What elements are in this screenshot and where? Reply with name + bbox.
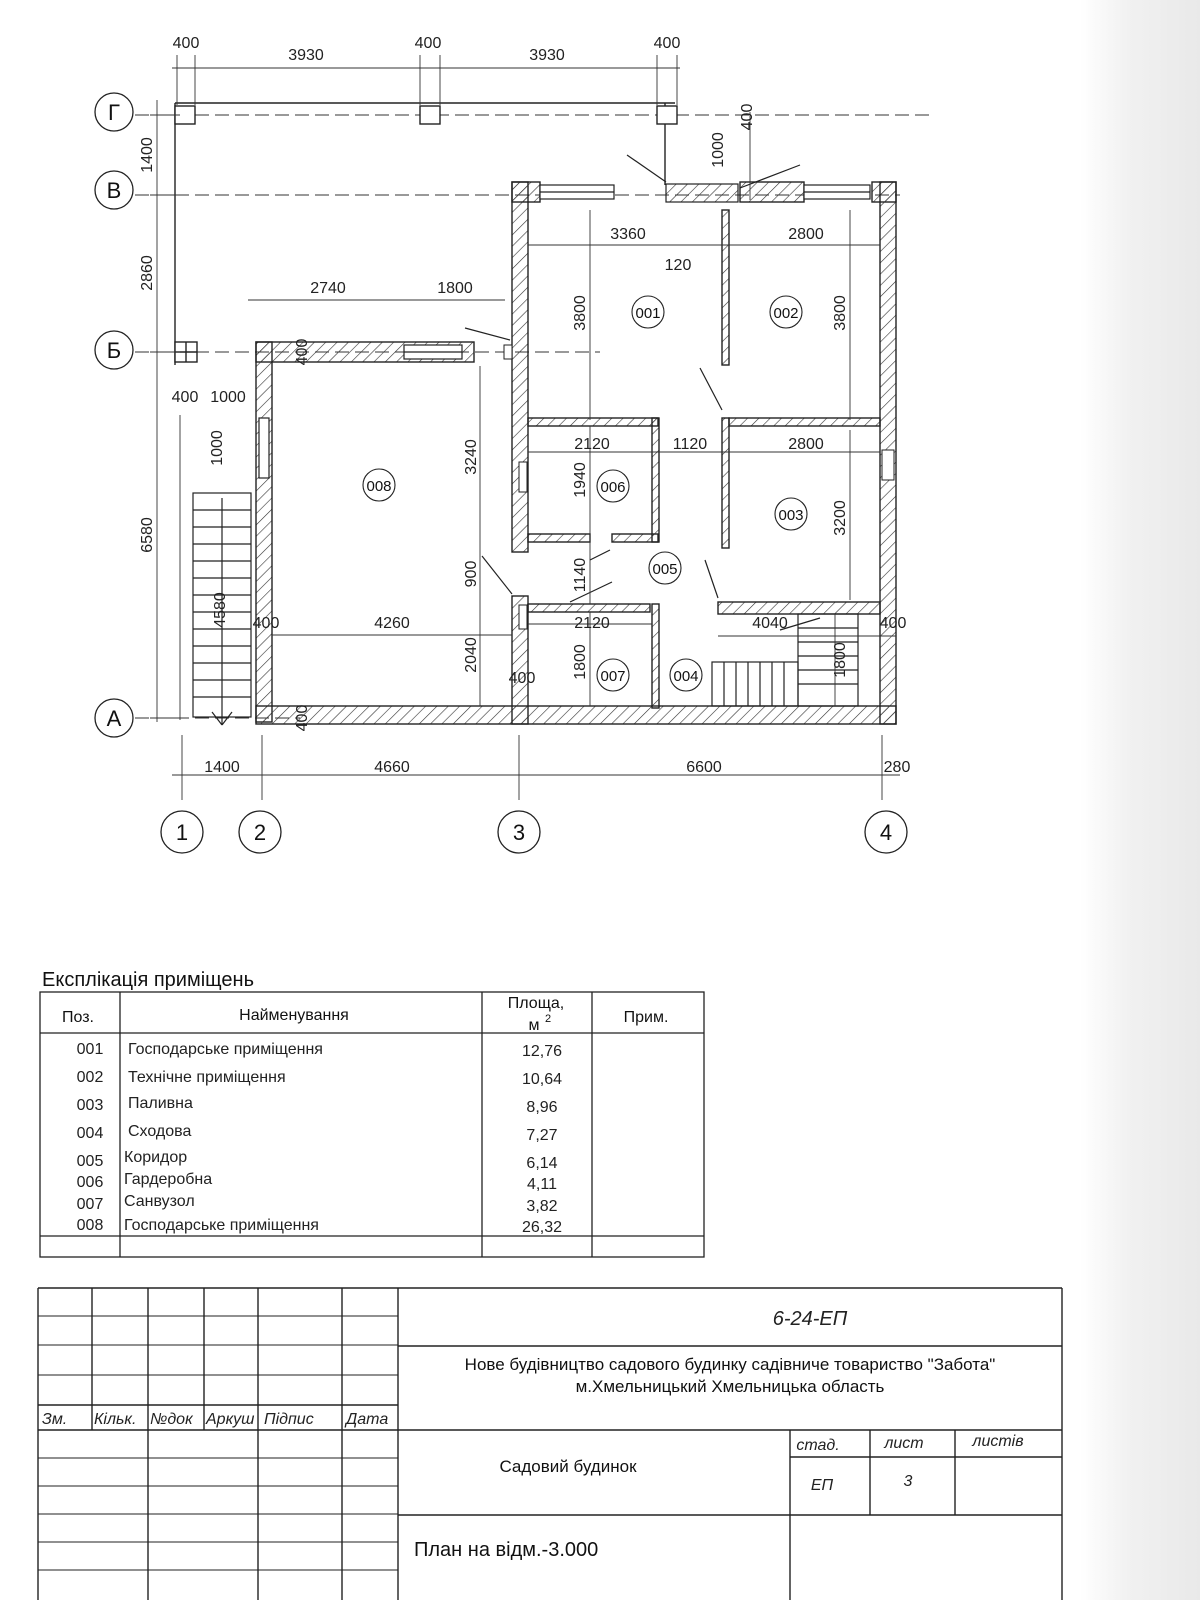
- dim-bottom-4: 280: [883, 759, 911, 776]
- dim-top-1: 400: [172, 35, 200, 52]
- row-name: Гардеробна: [124, 1171, 213, 1188]
- dim-1140: 1140: [572, 557, 589, 593]
- dim-400-right: 400: [879, 615, 907, 632]
- room-002: 002: [773, 305, 799, 322]
- grid-col-4: 4: [879, 820, 893, 845]
- dim-left-small-1: 400: [171, 389, 199, 406]
- dim-3800-right: 3800: [832, 295, 849, 331]
- row-name: Господарське приміщення: [124, 1217, 319, 1234]
- partitions: [528, 210, 880, 708]
- explication-rows: [77, 1041, 562, 1236]
- dim-left-small-2: 1000: [210, 389, 246, 406]
- header-area-sup: 2: [545, 1013, 552, 1025]
- col-ndok: №док: [150, 1411, 193, 1428]
- dim-400-bottom: 400: [294, 704, 311, 732]
- row-area: 26,32: [521, 1219, 563, 1236]
- header-area-unit: м: [528, 1017, 540, 1034]
- dim-right-1: 400: [739, 103, 756, 131]
- building-name: Садовий будинок: [499, 1457, 637, 1476]
- dim-3800-left: 3800: [572, 295, 589, 331]
- dim-bottom-3: 6600: [686, 759, 722, 776]
- room-005: 005: [652, 561, 678, 578]
- row-area: 4,11: [527, 1176, 557, 1193]
- dim-400-mid: 400: [508, 670, 536, 687]
- sheet-label: лист: [884, 1435, 924, 1452]
- dim-2120-lower: 2120: [574, 615, 610, 632]
- room-006: 006: [600, 479, 626, 496]
- dim-left-4: 4580: [212, 592, 229, 628]
- bottom-dimensions: [204, 759, 910, 776]
- header-area: Площа,: [507, 995, 565, 1012]
- dim-900: 900: [463, 560, 480, 588]
- dim-1800-007: 1800: [572, 644, 589, 680]
- dim-1120: 1120: [672, 436, 708, 453]
- dim-400-b: 400: [294, 338, 311, 366]
- dim-top-3: 400: [414, 35, 442, 52]
- dim-1800-stairs: 1800: [832, 642, 849, 678]
- row-pos: 003: [76, 1097, 104, 1114]
- row-pos: 001: [76, 1041, 104, 1058]
- col-pidpys: Підпис: [264, 1411, 314, 1428]
- dim-2800-mid: 2800: [788, 436, 824, 453]
- col-zm: Зм.: [42, 1411, 68, 1428]
- row-pos: 007: [76, 1196, 104, 1213]
- sheets-label: листів: [972, 1433, 1024, 1450]
- grid-col-3: 3: [512, 820, 526, 845]
- sheet-value: 3: [903, 1473, 913, 1490]
- terrace-frame: [175, 103, 677, 365]
- windows: [259, 184, 870, 478]
- fixtures: [504, 345, 894, 629]
- row-area: 10,64: [521, 1071, 563, 1088]
- grid-row-b: Б: [106, 338, 122, 363]
- right-dimensions: [710, 104, 756, 168]
- room-001: 001: [635, 305, 661, 322]
- row-area: 12,76: [521, 1043, 563, 1060]
- grid-row-a: А: [106, 706, 122, 731]
- row-name: Технічне приміщення: [128, 1069, 286, 1086]
- dim-top-2: 3930: [288, 47, 324, 64]
- header-note: Прим.: [623, 1009, 669, 1026]
- dim-left-2: 2860: [139, 255, 156, 291]
- row-name: Паливна: [128, 1095, 193, 1112]
- grid-col-2: 2: [253, 820, 267, 845]
- walls: [256, 182, 896, 724]
- dim-2800-top: 2800: [788, 226, 824, 243]
- header-pos: Поз.: [62, 1009, 94, 1026]
- row-name: Санвузол: [124, 1193, 195, 1210]
- grid-col-bubbles: [161, 811, 907, 853]
- dim-left-3: 6580: [139, 517, 156, 553]
- dim-2040: 2040: [463, 637, 480, 673]
- dim-bottom-1: 1400: [204, 759, 240, 776]
- dim-bottom-2: 4660: [374, 759, 410, 776]
- col-arkush: Аркуш: [206, 1411, 255, 1428]
- project-line-1: Нове будівництво садового будинку садівниче товариство "Забота": [464, 1355, 996, 1374]
- row-area: 7,27: [526, 1127, 558, 1144]
- grid-row-v: В: [106, 178, 122, 203]
- room-008: 008: [366, 478, 392, 495]
- drawing-code: 6-24-ЕП: [772, 1308, 848, 1330]
- dim-top-4: 3930: [529, 47, 565, 64]
- dim-2740: 2740: [310, 280, 346, 297]
- room-003: 003: [778, 507, 804, 524]
- row-area: 8,96: [526, 1099, 558, 1116]
- row-area: 3,82: [526, 1198, 558, 1215]
- room-007: 007: [600, 668, 626, 685]
- dim-2120-upper: 2120: [574, 436, 610, 453]
- row-pos: 004: [76, 1125, 104, 1142]
- dim-1940: 1940: [572, 462, 589, 498]
- row-pos: 006: [76, 1174, 104, 1191]
- dim-400-left: 400: [252, 615, 280, 632]
- dim-top-5: 400: [653, 35, 681, 52]
- room-004: 004: [673, 668, 699, 685]
- dim-3360: 3360: [610, 226, 646, 243]
- row-name: Сходова: [128, 1123, 192, 1140]
- header-name: Найменування: [239, 1007, 349, 1024]
- col-data: Дата: [346, 1411, 389, 1428]
- row-name: Господарське приміщення: [128, 1041, 323, 1058]
- dim-1800-top: 1800: [437, 280, 473, 297]
- dim-3200: 3200: [832, 500, 849, 536]
- explication-title: Експлікація приміщень: [42, 969, 254, 991]
- dim-4040: 4040: [752, 615, 788, 632]
- dim-120: 120: [664, 257, 692, 274]
- row-pos: 005: [76, 1153, 104, 1170]
- project-line-2: м.Хмельницький Хмельницька область: [575, 1377, 885, 1396]
- row-pos: 008: [76, 1217, 104, 1234]
- row-name: Коридор: [124, 1149, 188, 1166]
- dim-4260: 4260: [374, 615, 410, 632]
- row-pos: 002: [76, 1069, 104, 1086]
- row-area: 6,14: [526, 1155, 558, 1172]
- dim-3240: 3240: [463, 439, 480, 475]
- dim-left-1: 1400: [139, 137, 156, 173]
- stage-value: ЕП: [810, 1477, 834, 1494]
- plan-title: План на відм.-3.000: [414, 1539, 599, 1561]
- dim-right-2: 1000: [710, 132, 727, 168]
- grid-row-g: Г: [108, 100, 120, 125]
- grid-col-1: 1: [175, 820, 189, 845]
- dim-left-small-3: 1000: [209, 430, 226, 466]
- top-dimensions: [173, 35, 681, 64]
- stage-label: стад.: [796, 1437, 840, 1454]
- col-kilk: Кільк.: [94, 1411, 137, 1428]
